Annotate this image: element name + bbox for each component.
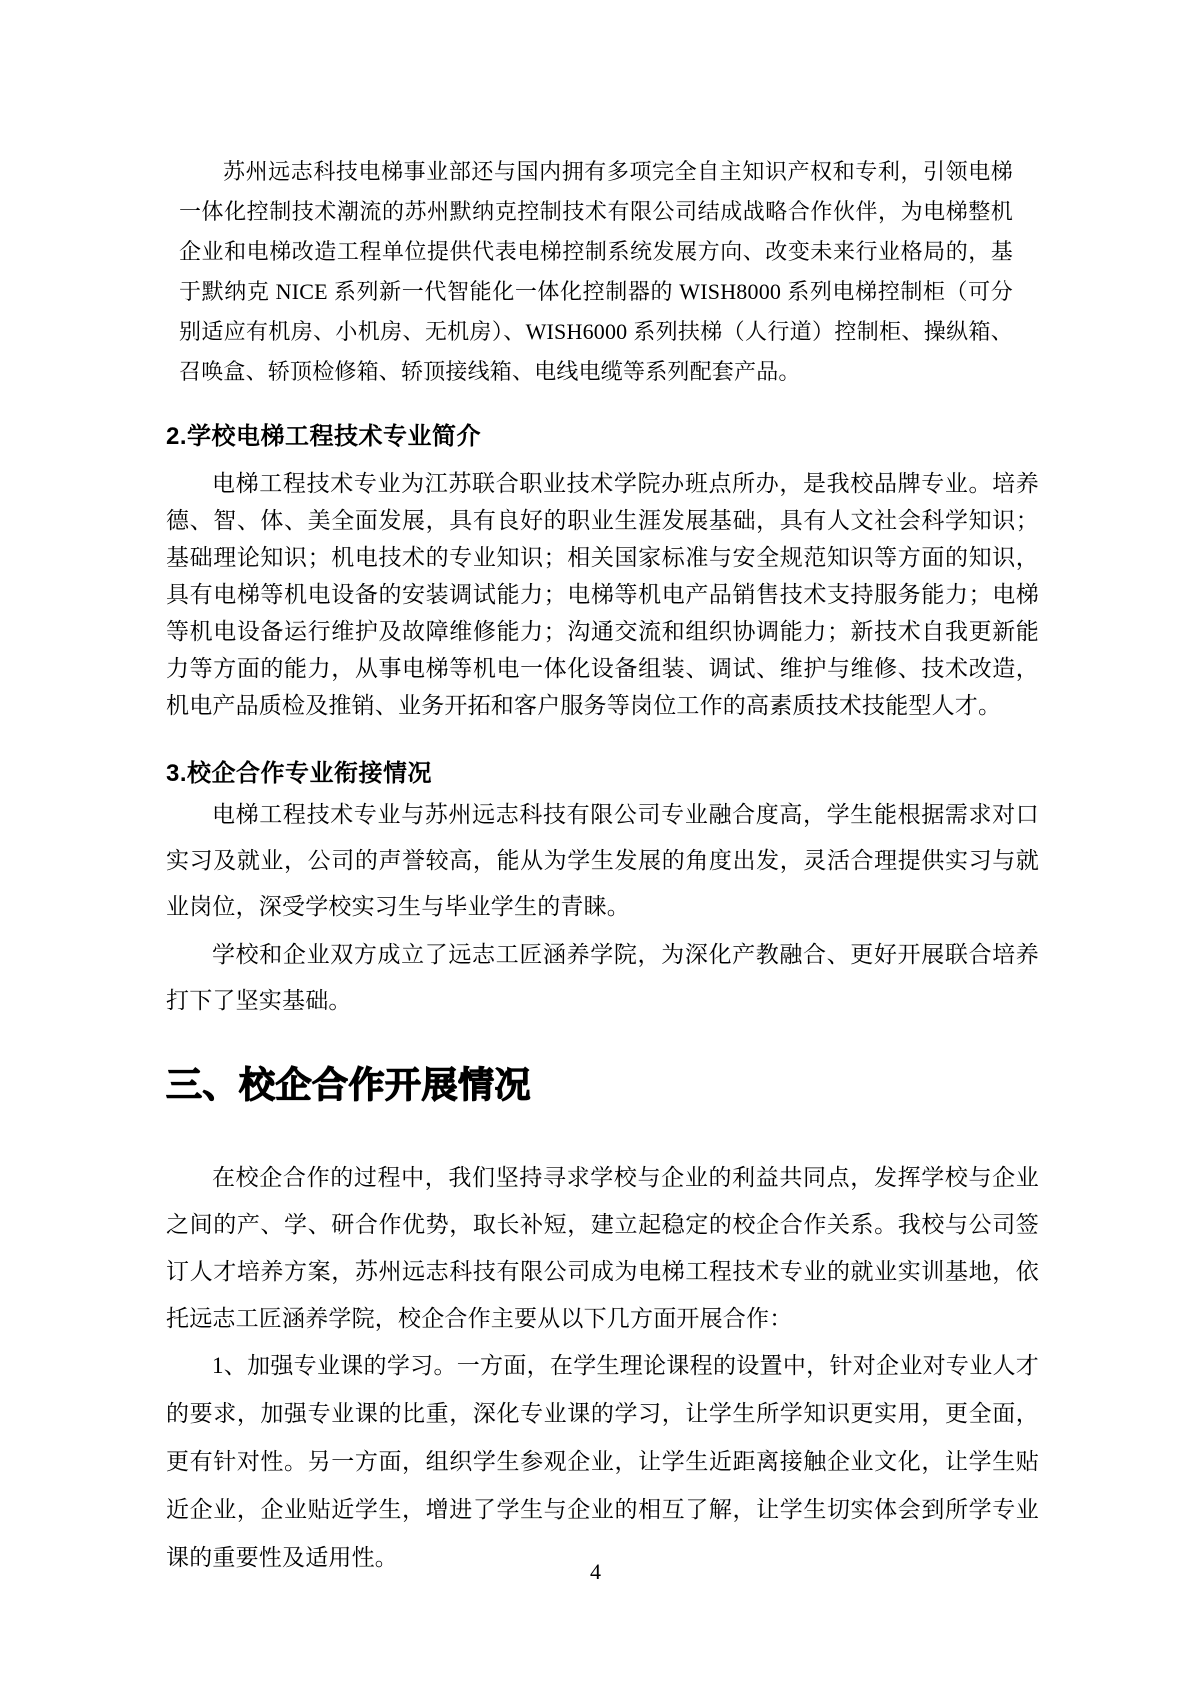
paragraph-craftsman-academy: 学校和企业双方成立了远志工匠涵养学院，为深化产教融合、更好开展联合培养打下了坚实基础。 (166, 942, 1039, 1013)
heading-section-three: 三、校企合作开展情况 (166, 1064, 532, 1105)
paragraph-cooperation-overview: 在校企合作的过程中，我们坚持寻求学校与企业的利益共同点，发挥学校与企业之间的产、学、研合作优势，取长补短，建立起稳定的校企合作关系。我校与公司签订人才培养方案，苏州远志科技有限公司成为电梯工程技术专业的就业实训基地，依托远志工匠涵养学院，校企合作主要从以下几方面开展合作： (166, 1165, 1039, 1331)
paragraph-company-partnership: 苏州远志科技电梯事业部还与国内拥有多项完全自主知识产权和专利，引领电梯一体化控制技术潮流的苏州默纳克控制技术有限公司结成战略合作伙伴，为电梯整机企业和电梯改造工程单位提供代表电梯控制系统发展方向、改变未来行业格局的，基于默纳克 NICE 系列新一代智能化一体化控制器的 WISH8000 系列电梯控制柜（可分别适应有机房、小机房、无机房）、WISH6000 系列扶梯（人行道）控制柜、操纵箱、召唤盒、轿顶检修箱、轿顶接线箱、电线电缆等系列配套产品。 (179, 159, 1013, 384)
document-content (166, 0, 1039, 1582)
paragraph-school-program: 电梯工程技术专业为江苏联合职业技术学院办班点所办，是我校品牌专业。培养德、智、体、美全面发展，具有良好的职业生涯发展基础，具有人文社会科学知识；基础理论知识；机电技术的专业知识；相关国家标准与安全规范知识等方面的知识，具有电梯等机电设备的安装调试能力；电梯等机电产品销售技术支持服务能力；电梯等机电设备运行维护及故障维修能力；沟通交流和组织协调能力；新技术自我更新能力等方面的能力，从事电梯等机电一体化设备组装、调试、维护与维修、技术改造，机电产品质检及推销、业务开拓和客户服务等岗位工作的高素质技术技能型人才。 (166, 471, 1039, 718)
heading-cooperation-alignment: 3.校企合作专业衔接情况 (166, 760, 433, 787)
heading-school-program-intro: 2.学校电梯工程技术专业简介 (166, 423, 482, 450)
paragraph-cooperation-fit: 电梯工程技术专业与苏州远志科技有限公司专业融合度高，学生能根据需求对口实习及就业，公司的声誉较高，能从为学生发展的角度出发，灵活合理提供实习与就业岗位，深受学校实习生与毕业学生的青睐。 (166, 802, 1039, 919)
page-number: 4 (590, 1559, 601, 1584)
paragraph-strengthen-courses: 1、加强专业课的学习。一方面，在学生理论课程的设置中，针对企业对专业人才的要求，加强专业课的比重，深化专业课的学习，让学生所学知识更实用，更全面，更有针对性。另一方面，组织学生参观企业，让学生近距离接触企业文化，让学生贴近企业，企业贴近学生，增进了学生与企业的相互了解，让学生切实体会到所学专业课的重要性及适用性。 (166, 1353, 1039, 1570)
